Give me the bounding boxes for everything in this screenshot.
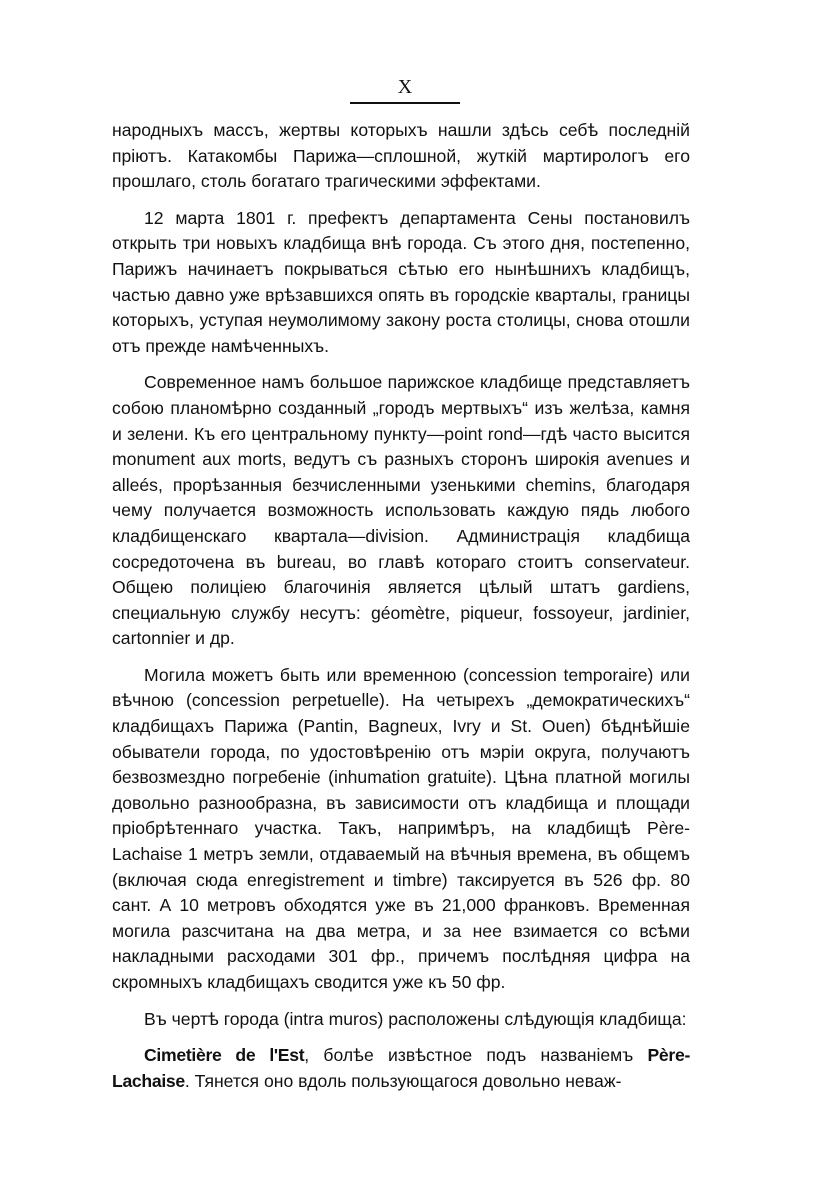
page-header — [350, 76, 460, 104]
paragraph-6-text-a: , болѣе извѣстное подъ названiемъ — [304, 1045, 648, 1066]
paragraph-6 — [112, 1043, 690, 1094]
body-text — [112, 118, 690, 1094]
paragraph-2: 12 марта 1801 г. префектъ департамента Сены постановилъ открыть три новыхъ кладбища внѣ города. Съ этого дня, постепенно, Парижъ начинаетъ покрываться сѣтью его нынѣшнихъ кладбищъ, частью давно уже врѣзавшихся опять въ городскiе кварталы, границы которыхъ, уступая неумолимому закону роста столицы, снова отошли отъ прежде намѣченныхъ. — [112, 207, 690, 356]
paragraph-6-text-b: . Тянется оно вдоль пользующагося довольно невaж- — [184, 1070, 622, 1091]
paragraph-4: Могила можетъ быть или временною (concession temporaire) или вѣчною (concession perpetuelle). На четырехъ „демократическихъ“ кладбищахъ Парижа (Pantin, Bagneux, Ivry и St. Ouen) бѣднѣйшiе обыватели города, по удостовѣренiю отъ мэрiи округа, получаютъ безвозмездно погребенiе (inhumation gratuite). Цѣна платной могилы довольно разнообразна, въ зависимости отъ кладбища и площади прiобрѣтеннаго участка. Такъ, напримѣръ, на кладбищѣ Père-Lachaise 1 метръ земли, отдаваемый на вѣчныя времена, въ общемъ (включая сюда enregistrement и timbre) таксируется въ 526 фр. 80 сант. А 10 метровъ обходятся уже въ 21,000 франковъ. Временная могила разсчитана на два метра, и за нее взимается со всѣми накладными расходами 301 фр., причемъ послѣдняя цифра на скромныхъ кладбищахъ сводится уже къ 50 фр. — [112, 664, 690, 992]
paragraph-5: Въ чертѣ города (intra muros) расположены слѣдующiя кладбища: — [144, 1008, 687, 1029]
cemetery-name-pere-lachaise: Père-Lachaise — [112, 1045, 691, 1091]
cemetery-name-est: Cimetière de l'Est — [144, 1045, 305, 1066]
paragraph-1: народныхъ массъ, жертвы которыхъ нашли здѣсь себѣ последнiй прiютъ. Катакомбы Парижа—сплошной, жуткiй мартирологъ его прошлаго, столь богатаго трагическими эффектами. — [112, 120, 690, 192]
paragraph-3: Современное намъ большое парижское кладбище представляетъ собою планомѣрно созданный „городъ мертвыхъ“ изъ желѣза, камня и зелени. Къ его центральному пункту—point rond—гдѣ часто высится monument aux morts, ведутъ съ разныхъ сторонъ широкiя avenues и alleés, прорѣзанныя безчисленными узенькими chemins, благодаря чему получается возможность использовать каждую пядь любого кладбищенскаго квартала—division. Администрацiя кладбища сосредоточена въ bureau, во главѣ котораго стоитъ conservateur. Общею полицiею благочинiя является цѣлый штатъ gardiens, специальную службу несутъ: géomètre, piqueur, fossoyeur, jardinier, cartonnier и др. — [112, 372, 690, 649]
page-number: X — [397, 76, 413, 98]
header-rule — [350, 102, 460, 104]
